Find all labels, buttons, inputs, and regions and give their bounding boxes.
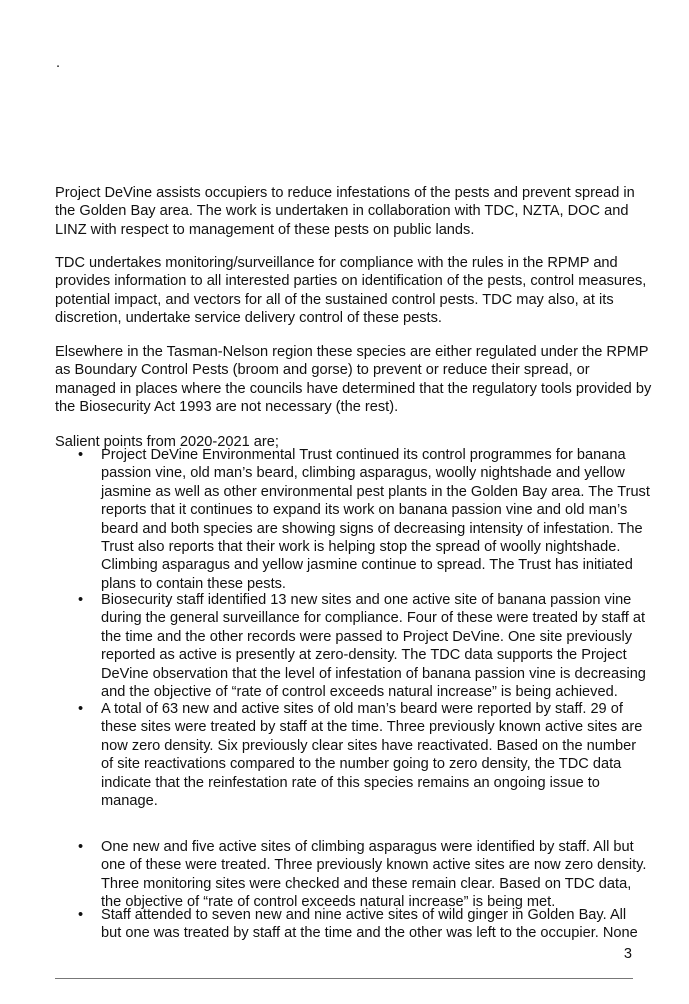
text-line: passion vine, old man’s beard, climbing asparagus, woolly nightshade and yellow — [101, 465, 625, 482]
text-line: discretion, undertake service delivery control of these pests. — [55, 310, 442, 327]
text-line: the time and the other records were passed to Project DeVine. One site previously — [101, 628, 633, 645]
text-line: now zero density. Six previously clear sites have reactivated. Based on the number — [101, 737, 637, 754]
bullet-text — [101, 838, 646, 912]
text-line: jasmine as well as other environmental pest plants in the Golden Bay area. The Trust — [101, 483, 650, 500]
bullet-icon: • — [78, 592, 84, 608]
bullet-icon: • — [78, 447, 84, 463]
text-line: manage. — [101, 793, 158, 810]
bullet-icon: • — [78, 907, 84, 923]
text-line: of site reactivations compared to the number going to zero density, the TDC data — [101, 756, 622, 773]
text-line: One new and five active sites of climbing asparagus were identified by staff. All but — [101, 839, 634, 855]
paragraph — [55, 343, 655, 417]
page-number: 3 — [623, 946, 632, 962]
text-line: Elsewhere in the Tasman-Nelson region these species are either regulated under the RPMP — [55, 344, 649, 360]
top-mark: . — [56, 55, 61, 71]
text-line: Climbing asparagus and yellow jasmine continue to spread. The Trust has initiated — [101, 557, 633, 574]
bullet-text — [101, 591, 646, 701]
bullet-text — [101, 446, 650, 593]
text-line: these sites were treated by staff at the time. Three previously known active sites are — [101, 719, 643, 736]
text-line: Project DeVine assists occupiers to reduce infestations of the pests and prevent spread in — [55, 185, 635, 201]
text-line: Project DeVine Environmental Trust continued its control programmes for banana — [101, 447, 626, 463]
text-line: Staff attended to seven new and nine active sites of wild ginger in Golden Bay. All — [101, 907, 627, 923]
text-line: potential impact, and vectors for all of the sustained control pests. TDC may also, at its — [55, 291, 614, 308]
text-line: one of these were treated. Three previously known active sites are now zero density. — [101, 857, 647, 874]
text-line: plans to contain these pests. — [101, 575, 286, 592]
text-line: the Biosecurity Act 1993 are not necessary (the rest). — [55, 399, 399, 416]
paragraph — [55, 254, 655, 328]
bullet-icon: • — [78, 839, 84, 855]
bullet-text — [101, 906, 638, 943]
text-line: the objective of “rate of control exceeds natural increase” is being met. — [101, 894, 556, 911]
text-line: indicate that the reinfestation rate of this species remains an ongoing issue to — [101, 774, 600, 791]
footer-rule — [55, 978, 633, 979]
text-line: provides information to all interested parties on identification of the pests, control measures, — [55, 273, 647, 290]
bullet-icon: • — [78, 701, 84, 717]
text-line: DeVine observation that the level of infestation of banana passion vine is decreasing — [101, 665, 646, 682]
text-line: beard and both species are showing signs of decreasing intensity of infestation. The — [101, 520, 643, 537]
text-line: Biosecurity staff identified 13 new sites and one active site of banana passion vine — [101, 592, 632, 608]
text-line: but one was treated by staff at the time and the other was left to the occupier. None — [101, 925, 638, 942]
text-line: and the objective of “rate of control exceeds natural increase” is being achieved. — [101, 684, 618, 701]
text-line: reports that it continues to expand its work on banana passion vine and old man’s — [101, 502, 628, 519]
text-line: Trust also reports that their work is helping stop the spread of woolly nightshade. — [101, 539, 621, 556]
text-line: as Boundary Control Pests (broom and gorse) to prevent or reduce their spread, or — [55, 362, 590, 379]
text-line: TDC undertakes monitoring/surveillance for compliance with the rules in the RPMP and — [55, 255, 618, 271]
text-line: reported as active is presently at zero-density. The TDC data supports the Project — [101, 647, 627, 664]
text-line: LINZ with respect to management of these pests on public lands. — [55, 221, 475, 238]
text-line: Salient points from 2020-2021 are; — [55, 434, 279, 450]
text-line: Three monitoring sites were checked and these remain clear. Based on TDC data, — [101, 875, 632, 892]
text-line: A total of 63 new and active sites of old man’s beard were reported by staff. 29 of — [101, 701, 623, 717]
text-line: during the general surveillance for compliance. Four of these were treated by staff at — [101, 610, 646, 627]
paragraph — [55, 184, 655, 239]
bullet-text — [101, 700, 642, 810]
text-line: managed in places where the councils have determined that the regulatory tools provided by — [55, 380, 652, 397]
text-line: the Golden Bay area. The work is undertaken in collaboration with TDC, NZTA, DOC and — [55, 203, 629, 220]
